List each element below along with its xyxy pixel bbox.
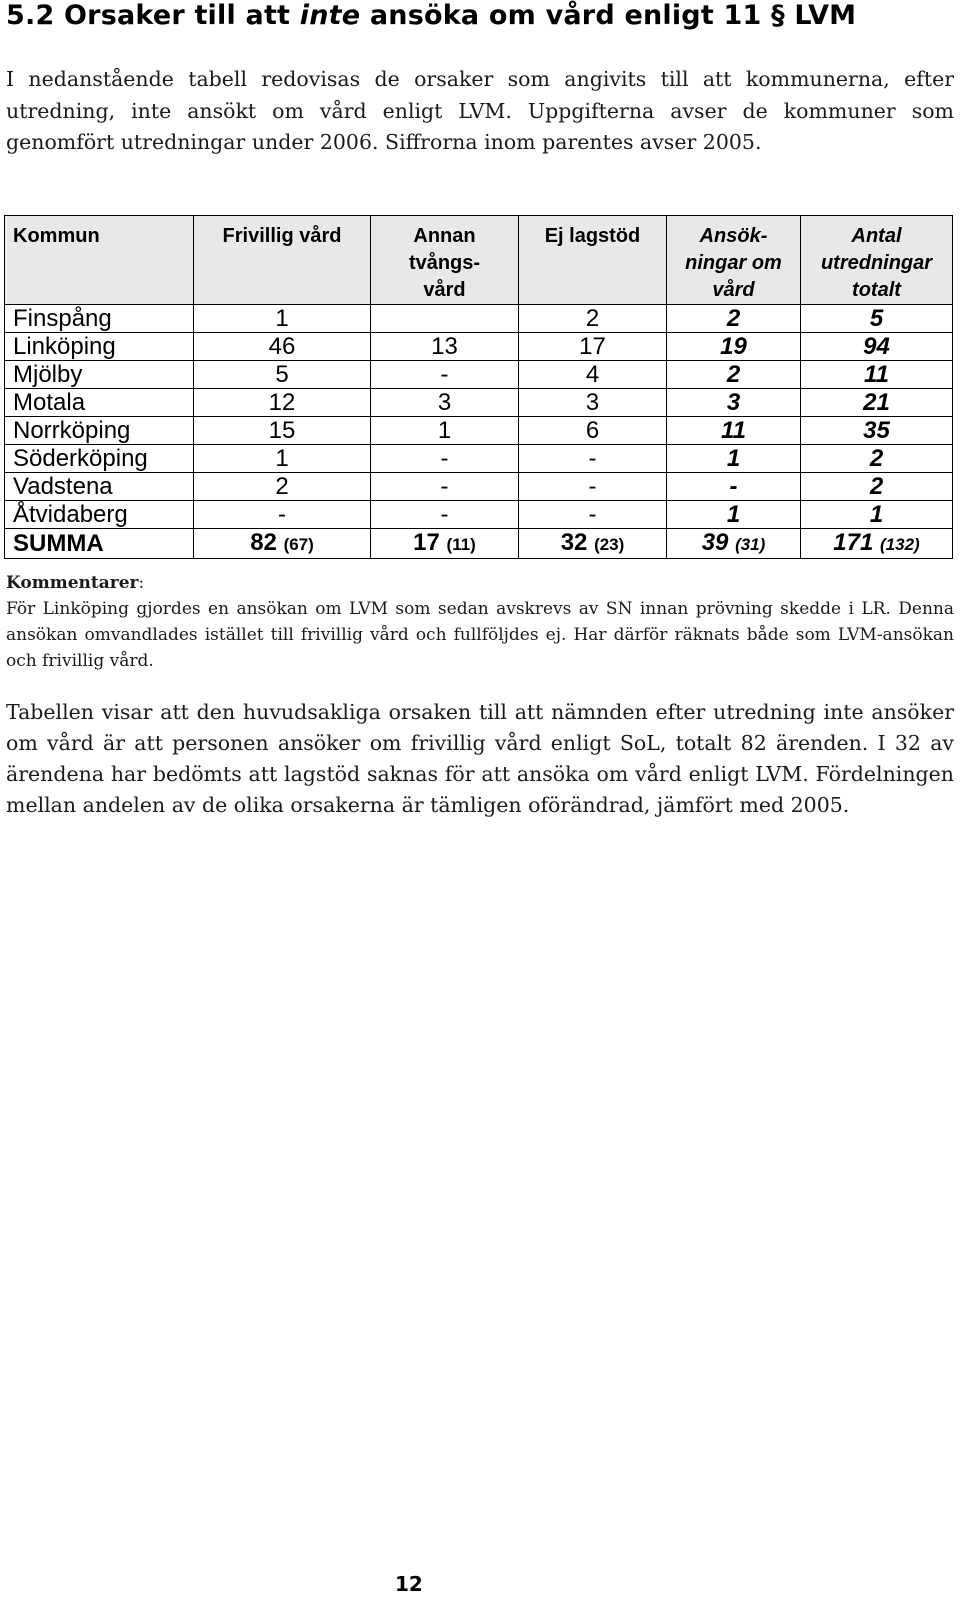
sum-prev-ansok: (31)	[735, 535, 766, 554]
summary-paragraph: Tabellen visar att den huvudsakliga orsaken till att nämnden efter utredning inte ansöker om vård är att personen ansöker om frivillig vård enligt SoL, totalt 82 ärenden. I 32 av ärendena har bedömts att lagstöd saknas för att ansöka om vård enligt LVM. Fördelningen mellan andelen av de olika orsakerna är tämligen oförändrad, jämfört med 2005.	[6, 700, 954, 817]
cell-annan: -	[371, 473, 519, 501]
heading-emphasis: inte	[299, 0, 361, 31]
cell-ej: 3	[519, 389, 667, 417]
cell-kommun: Åtvidaberg	[5, 501, 194, 529]
table-row	[5, 473, 953, 501]
cell-antal: 94	[801, 333, 953, 361]
table-header-row	[5, 216, 953, 305]
sum-prev-frivillig: (67)	[283, 535, 314, 554]
header-annan-tvangsvard	[371, 216, 519, 305]
cell-annan: -	[371, 445, 519, 473]
sum-prev-annan: (11)	[446, 535, 476, 554]
sum-prev-ej: (23)	[594, 535, 625, 554]
cell-frivillig: 46	[194, 333, 371, 361]
sum-row	[5, 529, 953, 559]
sum-cell-ej	[519, 529, 667, 559]
cell-ansok: 1	[667, 445, 801, 473]
cell-antal: 1	[801, 501, 953, 529]
cell-annan: 1	[371, 417, 519, 445]
cell-ej: -	[519, 501, 667, 529]
cell-ansok: 3	[667, 389, 801, 417]
header-ej-lagstod: Ej lagstöd	[519, 216, 667, 305]
table-row	[5, 361, 953, 389]
section-heading	[6, 0, 856, 31]
cell-antal: 2	[801, 473, 953, 501]
cell-ansok: 11	[667, 417, 801, 445]
cell-ansok: 2	[667, 361, 801, 389]
cell-ej: -	[519, 445, 667, 473]
table-row	[5, 417, 953, 445]
sum-cell-antal	[801, 529, 953, 559]
cell-ej: 6	[519, 417, 667, 445]
cell-kommun: Finspång	[5, 305, 194, 333]
sum-value-ansok: 39	[701, 529, 729, 556]
sum-cell-annan	[371, 529, 519, 559]
cell-antal: 2	[801, 445, 953, 473]
heading-suffix: ansöka om vård enligt 11 § LVM	[360, 0, 857, 31]
cell-antal: 11	[801, 361, 953, 389]
cell-frivillig: 1	[194, 445, 371, 473]
header-ansokningar	[667, 216, 801, 305]
cell-kommun: Norrköping	[5, 417, 194, 445]
table-row	[5, 501, 953, 529]
cell-frivillig: 1	[194, 305, 371, 333]
cell-annan	[371, 305, 519, 333]
cell-annan: 13	[371, 333, 519, 361]
intro-paragraph: I nedanstående tabell redovisas de orsaker som angivits till att kommunerna, efter utredning, inte ansökt om vård enligt LVM. Uppgifterna avser de kommuner som genomfört utredningar under 2006. Siffrorna inom parentes avser 2005.	[6, 67, 954, 154]
cell-ej: 2	[519, 305, 667, 333]
table-row	[5, 305, 953, 333]
heading-prefix: 5.2 Orsaker till att	[6, 0, 300, 31]
cell-kommun: Linköping	[5, 333, 194, 361]
header-antal-utredningar	[801, 216, 953, 305]
cell-kommun: Vadstena	[5, 473, 194, 501]
header-antal-text: Antal utredningar totalt	[820, 225, 933, 301]
page-number: 12	[395, 1572, 423, 1596]
sum-value-antal: 171	[833, 529, 874, 556]
header-frivillig-vard: Frivillig vård	[194, 216, 371, 305]
comments-block: Kommentarer: För Linköping gjordes en ansökan om LVM som sedan avskrevs av SN innan prövning skedde i LR. Denna ansökan omvandlades istället till frivillig vård och fullföljdes ej. Har därför räknats både som LVM-ansökan och frivillig vård.	[6, 573, 954, 671]
comments-label: Kommentarer	[6, 573, 139, 593]
cell-kommun: Söderköping	[5, 445, 194, 473]
cell-ansok: 2	[667, 305, 801, 333]
cell-antal: 21	[801, 389, 953, 417]
cell-ej: -	[519, 473, 667, 501]
sum-value-annan: 17	[413, 529, 440, 556]
comments-text: För Linköping gjordes en ansökan om LVM som sedan avskrevs av SN innan prövning skedde i LR. Denna ansökan omvandlades istället till frivillig vård och fullföljdes ej. Har därför räknats både som LVM-ansökan och frivillig vård.	[6, 599, 954, 671]
cell-ansok: -	[667, 473, 801, 501]
reasons-table	[4, 215, 953, 559]
cell-frivillig: 12	[194, 389, 371, 417]
cell-frivillig: -	[194, 501, 371, 529]
header-kommun: Kommun	[5, 216, 194, 305]
cell-frivillig: 5	[194, 361, 371, 389]
sum-cell-ansok	[667, 529, 801, 559]
sum-cell-frivillig	[194, 529, 371, 559]
cell-kommun: Mjölby	[5, 361, 194, 389]
cell-antal: 35	[801, 417, 953, 445]
cell-annan: -	[371, 501, 519, 529]
cell-ansok: 19	[667, 333, 801, 361]
table-row	[5, 445, 953, 473]
header-annan-text: Annan tvångs-vård	[408, 225, 481, 301]
cell-ansok: 1	[667, 501, 801, 529]
cell-frivillig: 2	[194, 473, 371, 501]
cell-annan: 3	[371, 389, 519, 417]
sum-value-frivillig: 82	[250, 529, 277, 556]
table-row	[5, 389, 953, 417]
cell-kommun: Motala	[5, 389, 194, 417]
cell-frivillig: 15	[194, 417, 371, 445]
header-ansokningar-text: Ansök-ningar om vård	[685, 225, 782, 301]
sum-label: SUMMA	[5, 529, 194, 559]
cell-antal: 5	[801, 305, 953, 333]
cell-annan: -	[371, 361, 519, 389]
table-row	[5, 333, 953, 361]
sum-prev-antal: (132)	[880, 535, 920, 554]
cell-ej: 17	[519, 333, 667, 361]
cell-ej: 4	[519, 361, 667, 389]
sum-value-ej: 32	[560, 529, 588, 556]
